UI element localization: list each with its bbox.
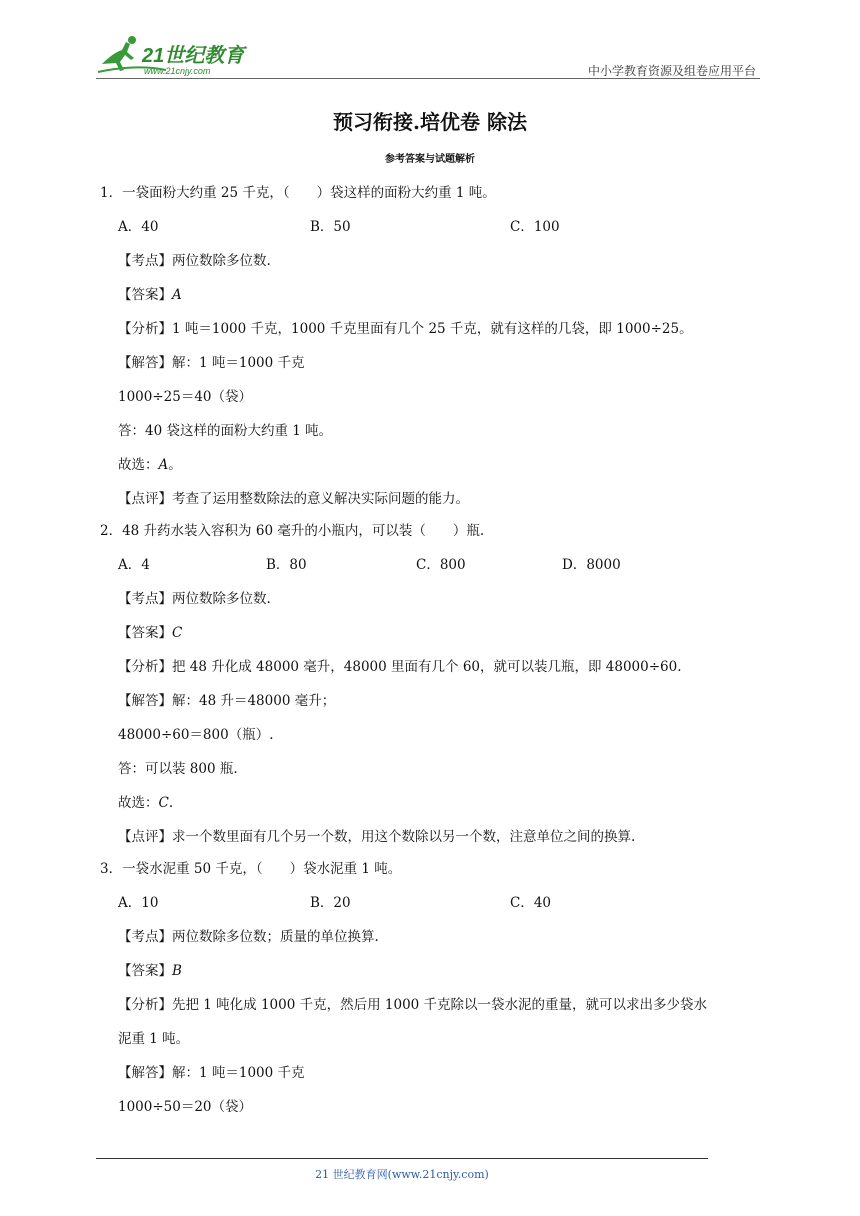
fenxi-text: 1 吨＝1000 千克，1000 千克里面有几个 25 千克，就有这样的几袋，即 1000÷25。: [172, 321, 693, 337]
jieda-label: 【解答】: [118, 355, 172, 371]
answer-label: 【答案】: [118, 625, 172, 641]
choose-end: .: [168, 795, 174, 811]
q1-kaodian: [118, 252, 271, 270]
q2-option-d: D．8000: [562, 557, 621, 573]
dianping-text: 求一个数里面有几个另一个数，用这个数除以另一个数，注意单位之间的换算.: [172, 829, 636, 845]
q1-answer: [118, 286, 182, 304]
q3-step1: 1000÷50＝20（袋）: [118, 1099, 253, 1115]
kaodian-text: 两位数除多位数；质量的单位换算.: [172, 929, 379, 945]
footer-link[interactable]: 21 世纪教育网(www.21cnjy.com): [315, 1168, 489, 1181]
q2-step2: 答：可以装 800 瓶.: [118, 761, 238, 777]
fenxi-label: 【分析】: [118, 997, 172, 1013]
q3-question: 3．一袋水泥重 50 千克，（ ）袋水泥重 1 吨。: [100, 861, 402, 877]
fenxi-text: 先把 1 吨化成 1000 千克，然后用 1000 千克除以一袋水泥的重量，就可以求出多少袋水: [172, 997, 708, 1013]
kaodian-label: 【考点】: [118, 929, 172, 945]
answer-value: A: [172, 287, 182, 303]
jieda-text: 解：1 吨＝1000 千克: [172, 355, 305, 371]
jieda-label: 【解答】: [118, 693, 172, 709]
header-platform-text: 中小学教育资源及组卷应用平台: [587, 64, 756, 78]
q2-kaodian: [118, 590, 271, 608]
answer-value: B: [172, 963, 182, 979]
logo: [96, 34, 266, 78]
q2-choose: [118, 794, 173, 812]
dianping-text: 考查了运用整数除法的意义解决实际问题的能力。: [172, 491, 469, 507]
q3-answer: [118, 962, 182, 980]
q3-option-b: B．20: [310, 895, 351, 911]
header-divider: [96, 78, 760, 79]
answer-value: C: [172, 625, 183, 641]
jieda-label: 【解答】: [118, 1065, 172, 1081]
choose-label: 故选：: [118, 795, 159, 811]
jieda-text: 解：48 升＝48000 毫升；: [172, 693, 336, 709]
q2-question: 2．48 升药水装入容积为 60 毫升的小瓶内，可以装（ ）瓶.: [100, 523, 485, 539]
runner-figure: [102, 42, 134, 71]
q2-step1: 48000÷60＝800（瓶）.: [118, 727, 274, 743]
q2-option-a: A．4: [118, 557, 150, 573]
q2-answer: [118, 624, 182, 642]
q3-option-c: C．40: [510, 895, 552, 911]
fenxi-label: 【分析】: [118, 659, 172, 675]
q1-option-c: C．100: [510, 219, 560, 235]
q2-jieda: [118, 692, 335, 710]
kaodian-text: 两位数除多位数.: [172, 253, 271, 269]
q1-option-b: B．50: [310, 219, 351, 235]
dianping-label: 【点评】: [118, 491, 172, 507]
q1-choose: [118, 456, 182, 474]
jieda-text: 解：1 吨＝1000 千克: [172, 1065, 305, 1081]
q2-option-b: B．80: [266, 557, 307, 573]
q1-step2: 答：40 袋这样的面粉大约重 1 吨。: [118, 423, 333, 439]
choose-end: 。: [168, 457, 182, 473]
q1-jieda: [118, 354, 305, 372]
choose-value: A: [158, 457, 169, 473]
q1-fenxi: [118, 320, 693, 338]
q1-option-a: A．40: [118, 219, 159, 235]
q3-fenxi: [118, 996, 707, 1014]
q3-kaodian: [118, 928, 379, 946]
fenxi-text: 把 48 升化成 48000 毫升，48000 里面有几个 60，就可以装几瓶，即 48000÷60.: [172, 659, 682, 675]
kaodian-label: 【考点】: [118, 591, 172, 607]
q1-question: 1．一袋面粉大约重 25 千克，（ ）袋这样的面粉大约重 1 吨。: [100, 185, 496, 201]
fenxi-label: 【分析】: [118, 321, 172, 337]
q3-option-a: A．10: [118, 895, 159, 911]
page-subtitle: 参考答案与试题解析: [385, 154, 475, 165]
logo-text: 21世纪教育: [142, 45, 245, 67]
logo-url: www.21cnjy.com: [144, 66, 211, 76]
kaodian-text: 两位数除多位数.: [172, 591, 271, 607]
q1-dianping: [118, 490, 469, 508]
q2-dianping: [118, 828, 635, 846]
footer-divider: [96, 1158, 708, 1159]
choose-value: C: [158, 795, 169, 811]
page-title: 预习衔接.培优卷 除法: [333, 110, 527, 134]
answer-label: 【答案】: [118, 287, 172, 303]
page-header: [96, 28, 760, 80]
choose-label: 故选：: [118, 457, 159, 473]
q1-step1: 1000÷25＝40（袋）: [118, 389, 253, 405]
q2-option-c: C．800: [416, 557, 466, 573]
q2-fenxi: [118, 658, 682, 676]
kaodian-label: 【考点】: [118, 253, 172, 269]
dianping-label: 【点评】: [118, 829, 172, 845]
q3-fenxi-cont: 泥重 1 吨。: [118, 1031, 190, 1047]
answer-label: 【答案】: [118, 963, 172, 979]
runner-head: [128, 36, 136, 44]
q3-jieda: [118, 1064, 305, 1082]
